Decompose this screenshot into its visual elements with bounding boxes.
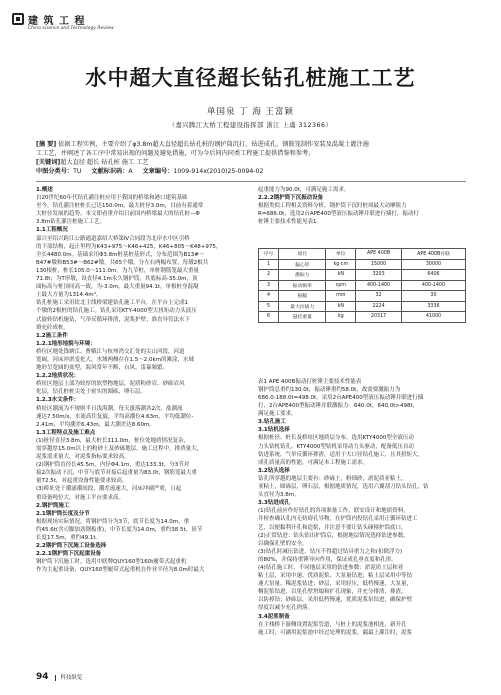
table-cell: 400-1400 (356, 280, 402, 291)
body-text-line: 地形呈宽阔的盆型，海风常年不断，台风、雷暴频繁。 (36, 365, 169, 372)
body-text-line: 宽阔，河床冲淤变化大，水域两侧存在1.5～2.0km的滩涂，水域 (36, 356, 195, 363)
abstract-block (36, 140, 466, 176)
table-cell: 20317 (356, 312, 402, 323)
table-cell: 41000 (401, 312, 465, 323)
table-cell: 32 (356, 291, 402, 302)
article-number-value: 1009-914x(2010)25-0094-02 (173, 168, 264, 175)
body-text-line: 钻进系统，气举反循环排渣，适用于大口径钻孔施工，且其扭矩大， (258, 451, 424, 458)
table-row (259, 301, 466, 312)
left-column (36, 186, 244, 575)
body-text-line: 2.41m，平均潮差6.43m，最大潮差达8.60m。 (36, 421, 155, 428)
table-header-cell: 序号 (259, 249, 279, 260)
body-text-line: 以防掉钻；砂砾层，采用低档慢速，优质泥浆泵钻进，确保护壁 (258, 597, 413, 604)
body-text-line: 长度17.5m，重约49.1t。 (36, 535, 102, 542)
body-text-line: 厚度以减少充孔坍落。 (258, 605, 314, 612)
body-text-line: 自20世纪60年代钻孔灌注桩应用于我国的桥梁和港口建筑基础 (36, 195, 188, 202)
table-cell: 振幅 (279, 291, 326, 302)
body-text-line: 钢护筒总重约130.0t，振动锤重约58.0t，故需要激振力为 (258, 387, 401, 394)
right-column-bottom (258, 394, 466, 637)
body-text-line: 约45.6t(含刃脚加劲钢板重)，中节长度为14.0m，重约38.5t，顶节 (36, 526, 203, 533)
body-text-line: 的下部结构，起止里程为K43+975～K46+425，K46+805～K48+975， (36, 243, 222, 250)
body-text-line: 全长4480.0m。基础采用Φ3.8m桩基桩基形式，分布范围为B13#～ (36, 251, 205, 258)
article-title: 水中超大直径超长钻孔桩施工工艺 (85, 65, 416, 90)
body-text-line: 686.0-188.0t=498.0t，采用2台APE400型液压振动锤并联进行插 (258, 395, 424, 401)
table-cell: 3203 (356, 270, 402, 281)
table-cell: kg·cm (326, 259, 356, 270)
body-text-line: (2)钢护筒直径长45.5m，内径Φ4.1m，重达133.3t，分3节对 (36, 462, 190, 469)
body-text-line: 稠泥浆钻进，以免孔壁坍塌和扩孔现象，并充分排渣，排渣， (258, 589, 407, 596)
section-heading: 1.2.3水文条件： (36, 397, 80, 404)
journal-name-cn: 建 筑 工 程 (28, 16, 86, 27)
table-cell: 30000 (401, 259, 465, 270)
keywords-line (36, 158, 466, 167)
section-heading: 3.2钻头选择 (258, 467, 290, 474)
table-cell: 6406 (401, 270, 465, 281)
page-footer (36, 672, 82, 682)
journal-name-en: China science and Technology Review (28, 26, 114, 31)
table-cell: 5 (259, 301, 279, 312)
section-heading: 1.2.1地形地貌与环境： (36, 340, 96, 347)
table-cell: 3 (259, 280, 279, 291)
body-text-line: 钻孔所穿越的地层主要有：砂砾土，粉细砂，淤泥质亚粘土， (258, 475, 407, 482)
body-text-line: 起重能力为90.0t，可满足施工需求。 (258, 187, 350, 193)
table-cell: 400-1400 (401, 280, 465, 291)
section-heading: 1.1工程概况 (36, 227, 68, 234)
keywords: 超大直径 超长 钻孔桩 施工 工艺 (60, 159, 149, 166)
body-text-line: 嘉兴至绍兴跨江公路通道嘉绍大桥第Ⅳ合同段为北岸水中区引桥 (36, 235, 190, 242)
table-cell: 激振力 (279, 270, 326, 281)
body-text-line: 桥址区潮流为不规则半日浅海潮，每天涨落潮各2次，涨潮流 (36, 405, 183, 412)
section-heading: 3.3钻进成孔 (258, 500, 290, 507)
spec-table (258, 248, 466, 323)
body-text-line: 力头钻机钻孔。KTY4000型钻机采用动力头驱动，配备低压自动 (258, 443, 414, 450)
section-heading: 3.4泥浆制备 (258, 613, 290, 620)
body-text-line: 施工时，可涵用泥浆池中经过处理的泥浆，漏最上灌注时，泥浆 (258, 629, 413, 636)
journal-header (10, 10, 114, 38)
body-text-line: 泥浆需求量大，对泥浆指标要求较高。 (36, 454, 130, 461)
body-text-line: 化层，钻孔桩桩尖处于密实的圆砾、卵石层。 (36, 389, 147, 396)
body-text-line: 钻孔桩施工采用钦北主线桥梁建钻孔施工平台，在平台上完成1 (36, 300, 189, 307)
body-text-line: 表1 APE 400B振动打桩锤主要技术性能表 (258, 379, 362, 385)
body-text-line: 3.8m钻孔灌注桩施工工艺。 (36, 219, 106, 226)
doc-code-label: 文献标识码： (91, 168, 129, 175)
section-heading: 1.3工程特点及施工难点 (36, 429, 96, 436)
table-header-cell: APE 400B (356, 249, 402, 260)
body-text-line: 满足施工要求。 (258, 411, 297, 418)
table-cell: 悬挂重量 (279, 312, 326, 323)
section-heading: 2.钢护筒施工 (36, 502, 70, 509)
body-text-line: 重设备吨位大，对施工平台要求高。 (36, 494, 125, 501)
body-text-line: 艺，以便黏利开孔和造浆，并注意不要让钻头碰撞护筒底口。 (258, 524, 407, 531)
body-text-line: 以确保孔壁的安全。 (258, 540, 308, 547)
body-text-line: 桩锤主要技术性能见表1。 (258, 219, 323, 226)
table-row (259, 259, 466, 270)
table-cell: 6 (259, 312, 279, 323)
table-header-cell: 项目 (279, 249, 326, 260)
authors: 单国泉 丁 海 王富颖 (206, 107, 295, 117)
body-text-line: 至今，钻孔灌注桩桩长已达150.0m，最大桩径3.0m，目前有着通常 (36, 203, 204, 210)
table-cell: 1 (259, 259, 279, 270)
body-text-line: B47#墩和B53#～B62#墩，共65个墩，分左右两幅布置，每墩2根共 (36, 259, 209, 266)
table-cell: 30 (401, 291, 465, 302)
body-text-line: (4)钻孔施工时，不同地层采用的钻进参数：淤泥质土层和亚 (258, 564, 404, 571)
table-header-cell: APE 400B并联 (401, 249, 465, 260)
body-text-line: 亚粘土，圆砾层，卵石层，根据地质情况，选用六翼刮刀钻头钻孔，钻 (258, 484, 429, 491)
table-body (259, 259, 466, 322)
body-text-line: 填充砼成桩。 (36, 324, 70, 331)
table-row (259, 270, 466, 281)
body-text-line: 的80%，并保持重锤导向作用，保证成孔垂直度和孔形。 (258, 556, 397, 563)
body-text-line: (1)桩径直径3.8m，最大桩长111.0m，桩位处地质情况复杂， (36, 437, 189, 444)
section-heading: 1.2.2地质状况： (36, 373, 80, 380)
abstract-text: 依据工程实例，主要介绍了φ3.8m超大直径超长钻孔桩的钢护筒沉打、钻进成孔、钢筋笼制作安装及混凝土灌注施 (58, 141, 369, 148)
table-caption (258, 378, 466, 394)
body-text-line: 面标高与桩顶同高一致，为-3.0m，最大重量94.1t，单根桩身混凝 (36, 284, 199, 291)
keywords-label: [关键词] (36, 159, 61, 166)
table-cell: 15000 (356, 259, 402, 270)
page-number: 94 (36, 672, 49, 682)
section-heading: 3.钻孔施工 (258, 419, 286, 426)
body-text-line: 量72.5t，对起重设备性能要求较高。 (36, 478, 128, 485)
body-text-line: 作为主起重设备，QUY160型履带式起重机在作业半径为8.0m时最大 (36, 567, 205, 574)
section-heading: 2.2.1钢护筒下沉起重设备 (36, 551, 102, 558)
table-cell: 振动频率 (279, 280, 326, 291)
body-text-line: 130根桩，桩长105.0～111.0m。为九节桩，单桩钢筋笼最大重量 (36, 267, 199, 274)
table-row (259, 291, 466, 302)
classification-line (36, 167, 466, 176)
section-heading: 1.2施工条件 (36, 332, 68, 339)
table-row (259, 312, 466, 323)
table-cell: kN (326, 301, 356, 312)
body-text-line: 速大泵量，稀泥浆钻进；砂层，采用轻压，低档慢速，大泵量， (258, 581, 413, 588)
body-text-line: 土最大方量为1314.4m³。 (36, 292, 102, 299)
body-text-line: 需穿越厚15.0m以上的粉砂土及砂砾地层，施工过程中，排渣量大， (36, 446, 203, 452)
spec-table-wrap (258, 248, 466, 323)
body-text-line: 头直径为3.8m。 (258, 492, 300, 499)
abstract-line (36, 140, 466, 149)
body-text-line: 接2次振动下沉，中节与底节对接后起重量为83.0t，钢筋笼最大重 (36, 470, 197, 477)
journal-logo-icon (12, 13, 24, 25)
body-text-line: 钢护筒下沉施工时，选用中联牌QUY160型160t履带式起重机 (36, 559, 187, 566)
body-text-line: (3)钻孔时减压钻进，钻压不得超过钻具重力之和(扣除浮力) (258, 548, 403, 555)
body-text-line: 速达7.50m/s，水流高往复旋，平均高潮位4.63m，平均低潮位- (36, 413, 194, 420)
body-text-line: 式旋转钻机施钻，气举反循环排渣，泥浆护壁；准直导管法水下 (36, 316, 191, 323)
table-cell: kg (326, 312, 356, 323)
section-heading: 2.2.2钢护筒下沉振动设备 (258, 195, 324, 202)
table-cell: 2224 (356, 301, 402, 312)
body-text-line: R=686.0t，选用2台APE400型液压振动锤并联进行插打，振动打 (258, 211, 419, 218)
table-cell: cpm (326, 280, 356, 291)
section-heading: 2.2钢护筒下沉施工设备选择 (36, 543, 107, 550)
table-cell: 4 (259, 291, 279, 302)
table-header-row (259, 249, 466, 260)
section-heading: 3.1钻机选择 (258, 427, 290, 434)
table-cell: 偏心矩 (279, 259, 326, 270)
table-row (259, 280, 466, 291)
body-text-line: 成孔质量高的性能，可满足本工程施工需求。 (258, 459, 369, 466)
body-text-line: 粘土层，采用中速、优质泥浆、大泵量钻进；粘土层采用中等钻 (258, 573, 413, 580)
right-column-top (258, 186, 466, 226)
divider (36, 181, 466, 182)
body-text-line: 大桩径发展的趋势。本文即看重介绍日前国内桥梁最大的钻孔桩—Φ (36, 211, 200, 218)
body-text-line: (3)桥址处于潮涌潮间段，潮差流速大，河床冲刷严重，且起 (36, 486, 182, 493)
table-cell: 3336 (401, 301, 465, 312)
table-header-cell: 单位 (326, 249, 356, 260)
section-heading: 2.1钢护筒长度及分节 (36, 510, 90, 517)
affiliation: （嘉兴腾江大桥工程建设指挥部 浙江 上虞 312366） (168, 122, 333, 129)
body-text-line: 桥位区地处钱塘江、曹娥江与杭州湾交汇处的尖山河段，河道 (36, 348, 185, 355)
table-cell: kN (326, 270, 356, 281)
section-heading: 1.概述 (36, 187, 53, 193)
body-text-line: 根据桩径、桩长及桥址区地质层分布，选用KTY4000型全液压动 (258, 435, 414, 442)
body-text-line: 并检查确认孔内无妨碍孔导物，在护筒内投钻孔采用正循环钻进工 (258, 516, 418, 523)
clc-value: TU (73, 168, 82, 175)
table-cell: mm (326, 291, 356, 302)
magazine-name: 科技纵览 (55, 675, 82, 681)
body-text-line: (1)钻孔前应作好钻孔的各项准备工作，联安设计和地质资料， (258, 508, 409, 515)
article-number-label: 文章编号： (142, 168, 174, 175)
abstract-label: [摘 要] (36, 141, 57, 148)
body-text-line: 根据现场实际情况，将钢护筒分为3节，底节长度为14.0m，重 (36, 518, 190, 525)
table-cell: 最大拉拔力 (279, 301, 326, 312)
body-text-line: 个墩的2根桩的钻孔施工。钻孔采用KTY-4000型大扭矩动力头液压 (36, 308, 197, 315)
doc-code-value: A (128, 168, 133, 175)
abstract-line: 工工艺，并阐述了各工序中常易出现的问题及避免措施，可为今后同内同类工程施工提供借鉴和参考。 (36, 150, 315, 157)
table-cell: 2 (259, 270, 279, 281)
body-text-line: 在主栈桥下游侧设置泥浆管道，与桩上的泥浆池相连，新开孔 (258, 621, 407, 628)
body-text-line: 桥址区地层上部为较厚的软塑物地层，泥质粉砂岩、砂砾岩风 (36, 381, 185, 388)
body-text-line: (2)正常钻进：钻头钻出护筒后，根据地层情况选择钻进参数， (258, 532, 409, 539)
clc-label: 中图分类号： (36, 168, 74, 175)
body-text-line: 71.8t；为T形墩，设直径4.1m永久钢护筒，其底标高-35.0m，顶 (36, 276, 198, 283)
body-text-line: 根据类似工程相关资料分析，钢护筒下沉时桩周最大动摩阻力 (258, 203, 407, 210)
body-text-line: 打，2台APE400型振动锤并联激振力：640.0t，640.0t>498t， (258, 403, 419, 410)
